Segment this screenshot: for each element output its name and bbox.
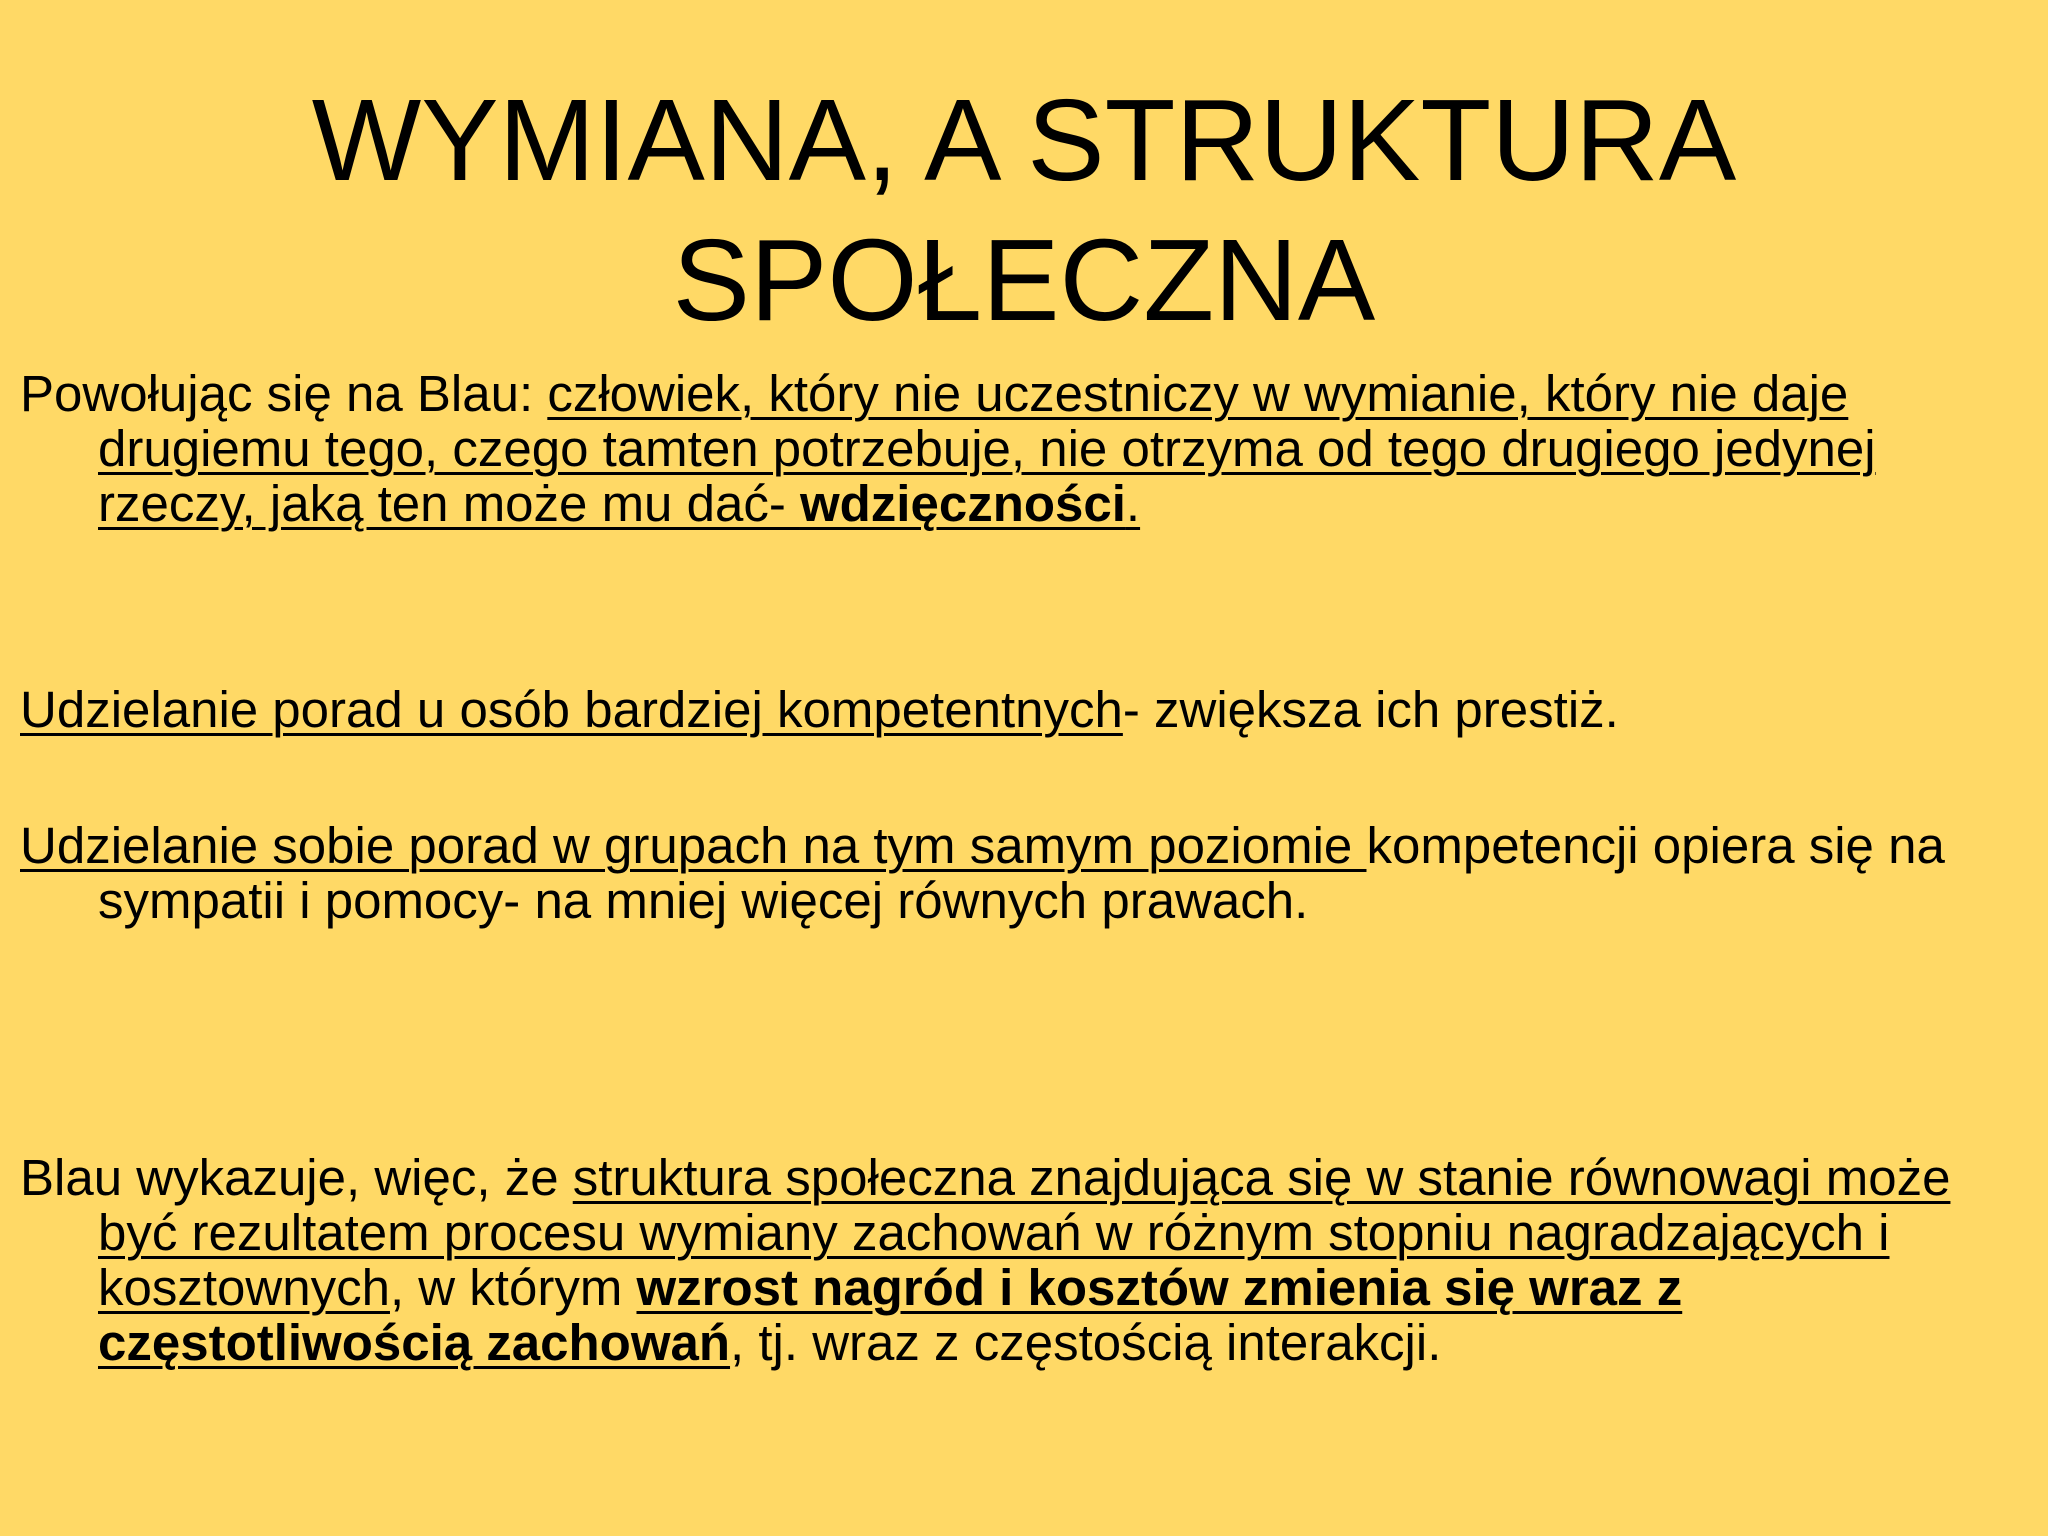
title-line-2: SPOŁECZNA	[672, 215, 1376, 345]
p2-rest: - zwiększa ich prestiż.	[1122, 681, 1619, 738]
paragraph-advice-peers	[20, 818, 2030, 928]
p4-bold-underlined: wzrost nagród i kosztów zmienia się wraz z częstotliwością zachowań	[98, 1259, 1683, 1371]
p3-rest: kompetencji opiera się na sympatii i pomocy- na mniej więcej równych prawach.	[98, 817, 1945, 929]
p4-middle: , w którym	[389, 1259, 637, 1316]
p4-lead: Blau wykazuje, więc, że	[20, 1149, 573, 1206]
p2-underlined: Udzielanie porad u osób bardziej kompetentnych	[20, 681, 1123, 738]
title-line-1: WYMIANA, A STRUKTURA	[311, 75, 1737, 205]
paragraph-gratitude	[20, 366, 2030, 531]
paragraph-blau-structure	[20, 1150, 2030, 1370]
p1-end: .	[1125, 475, 1141, 532]
p1-bold-underlined: wdzięczności	[799, 475, 1126, 532]
p1-lead: Powołując się na Blau:	[20, 365, 548, 422]
p4-end: , tj. wraz z częstością interakcji.	[730, 1314, 1442, 1371]
slide-title	[0, 70, 2048, 350]
p3-underlined: Udzielanie sobie porad w grupach na tym samym poziomie	[20, 817, 1367, 874]
p4-underlined: struktura społeczna znajdująca się w stanie równowagi może być rezultatem procesu wymiany zachowań w różnym stopniu nagradzających i kosztownych	[98, 1149, 1951, 1316]
p1-underlined: człowiek, który nie uczestniczy w wymianie, który nie daje drugiemu tego, czego tamten potrzebuje, nie otrzyma od tego drugiego jedynej rzeczy, jaką ten może mu dać-	[98, 365, 1876, 532]
paragraph-advice-competent	[20, 682, 2030, 737]
